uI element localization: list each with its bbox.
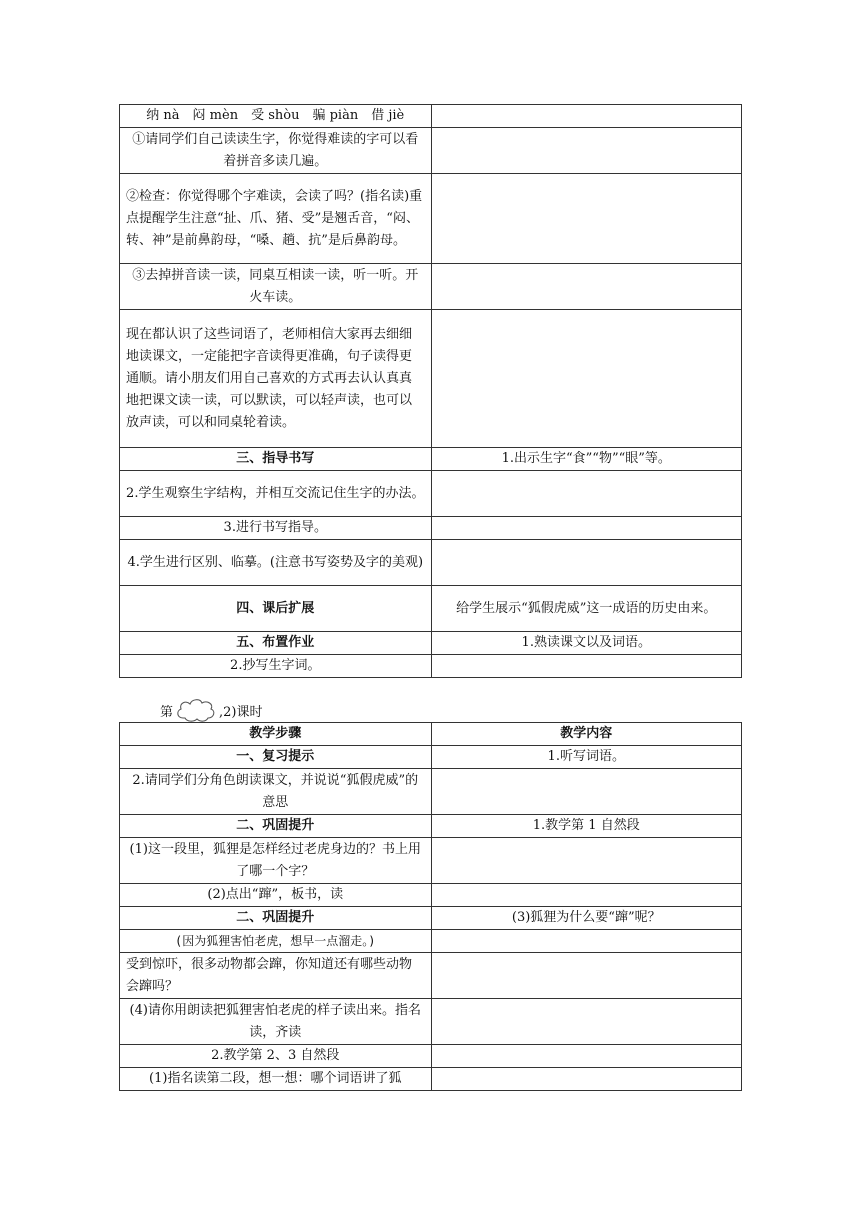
table-row bbox=[120, 128, 742, 174]
section-heading: 一、复习提示 bbox=[120, 746, 432, 769]
table-cell bbox=[431, 930, 742, 953]
table-cell: 1.出示生字“食”“物”“眼”等。 bbox=[431, 448, 742, 471]
table-cell: 现在都认识了这些词语了，老师相信大家再去细细地读课文，一定能把字音读得更准确，句子读得更通顺。请小朋友们用自己喜欢的方式再去认认真真地把课文读一读，可以默读，可以轻声读，也可以放声读，可以和同桌轮着读。 bbox=[120, 310, 432, 448]
table-cell bbox=[431, 264, 742, 310]
table-row bbox=[120, 448, 742, 471]
table-row bbox=[120, 953, 742, 999]
table-cell: 2.请同学们分角色朗读课文，并说说“狐假虎威”的意思 bbox=[120, 769, 432, 815]
table-cell bbox=[431, 128, 742, 174]
table-row bbox=[120, 632, 742, 655]
table-cell bbox=[431, 105, 742, 128]
column-header: 教学内容 bbox=[431, 723, 742, 746]
table-row bbox=[120, 1045, 742, 1068]
section-heading: 五、布置作业 bbox=[120, 632, 432, 655]
table-cell: (2)点出“蹿”，板书，读 bbox=[120, 884, 432, 907]
lesson-prefix: 第 bbox=[160, 704, 174, 720]
table-cell: 2.学生观察生字结构，并相互交流记住生字的办法。 bbox=[120, 471, 432, 517]
section-heading: 四、课后扩展 bbox=[120, 586, 432, 632]
table-row bbox=[120, 586, 742, 632]
table-cell: ①请同学们自己读读生字，你觉得难读的字可以看着拼音多读几遍。 bbox=[120, 128, 432, 174]
table-cell: 给学生展示“狐假虎威”这一成语的历史由来。 bbox=[431, 586, 742, 632]
table-cell: 1.教学第 1 自然段 bbox=[431, 815, 742, 838]
table-cell: 纳 nà 闷 mèn 受 shòu 骗 piàn 借 jiè bbox=[120, 105, 432, 128]
cloud-icon bbox=[174, 697, 218, 723]
table-cell: 1.听写词语。 bbox=[431, 746, 742, 769]
table-row bbox=[120, 540, 742, 586]
table-row bbox=[120, 884, 742, 907]
lesson-plan-table-1 bbox=[119, 104, 742, 678]
table-cell: 受到惊吓，很多动物都会蹿，你知道还有哪些动物会蹿吗？ bbox=[120, 953, 432, 999]
table-cell bbox=[431, 471, 742, 517]
table-cell bbox=[431, 517, 742, 540]
table-cell bbox=[431, 540, 742, 586]
table-cell: 2.抄写生字词。 bbox=[120, 655, 432, 678]
handwritten-answer: (因为狐狸害怕老虎，想早一点溜走。) bbox=[120, 930, 432, 953]
table-cell: (1)指名读第二段，想一想：哪个词语讲了狐 bbox=[120, 1068, 432, 1091]
table-header-row bbox=[120, 723, 742, 746]
table-cell bbox=[431, 769, 742, 815]
section-heading: 二、巩固提升 bbox=[120, 907, 432, 930]
table-cell: ②检查：你觉得哪个字难读，会读了吗？(指名读)重点提醒学生注意“扯、爪、猪、受”是翘舌音，“闷、转、神”是前鼻韵母，“嗓、趟、抗”是后鼻韵母。 bbox=[120, 174, 432, 264]
table-row bbox=[120, 174, 742, 264]
lesson-plan-table-2 bbox=[119, 722, 742, 1091]
table-row bbox=[120, 264, 742, 310]
table-cell bbox=[431, 884, 742, 907]
table-row bbox=[120, 105, 742, 128]
table-row bbox=[120, 1068, 742, 1091]
table-row bbox=[120, 471, 742, 517]
table-cell bbox=[431, 1045, 742, 1068]
table-row bbox=[120, 655, 742, 678]
section-heading: 二、巩固提升 bbox=[120, 815, 432, 838]
table-cell: 2.教学第 2、3 自然段 bbox=[120, 1045, 432, 1068]
table-row bbox=[120, 907, 742, 930]
table-row bbox=[120, 746, 742, 769]
table-cell bbox=[431, 999, 742, 1045]
lesson-label bbox=[160, 697, 263, 723]
section-heading: 三、指导书写 bbox=[120, 448, 432, 471]
table-cell: (1)这一段里，狐狸是怎样经过老虎身边的？书上用了哪一个字？ bbox=[120, 838, 432, 884]
lesson-suffix: ,2)课时 bbox=[219, 704, 263, 720]
table-cell: ③去掉拼音读一读，同桌互相读一读，听一听。开火车读。 bbox=[120, 264, 432, 310]
table-row bbox=[120, 999, 742, 1045]
column-header: 教学步骤 bbox=[120, 723, 432, 746]
table-cell: (3)狐狸为什么要“蹿”呢？ bbox=[431, 907, 742, 930]
table-row bbox=[120, 517, 742, 540]
table-row bbox=[120, 310, 742, 448]
table-cell bbox=[431, 655, 742, 678]
table-cell bbox=[431, 1068, 742, 1091]
table-cell bbox=[431, 310, 742, 448]
table-row bbox=[120, 930, 742, 953]
table-cell bbox=[431, 174, 742, 264]
table-cell: 1.熟读课文以及词语。 bbox=[431, 632, 742, 655]
table-row bbox=[120, 769, 742, 815]
table-row bbox=[120, 838, 742, 884]
table-cell: (4)请你用朗读把狐狸害怕老虎的样子读出来。指名读，齐读 bbox=[120, 999, 432, 1045]
table-cell: 4.学生进行区别、临摹。(注意书写姿势及字的美观) bbox=[120, 540, 432, 586]
table-cell bbox=[431, 838, 742, 884]
table-row bbox=[120, 815, 742, 838]
table-cell: 3.进行书写指导。 bbox=[120, 517, 432, 540]
table-cell bbox=[431, 953, 742, 999]
